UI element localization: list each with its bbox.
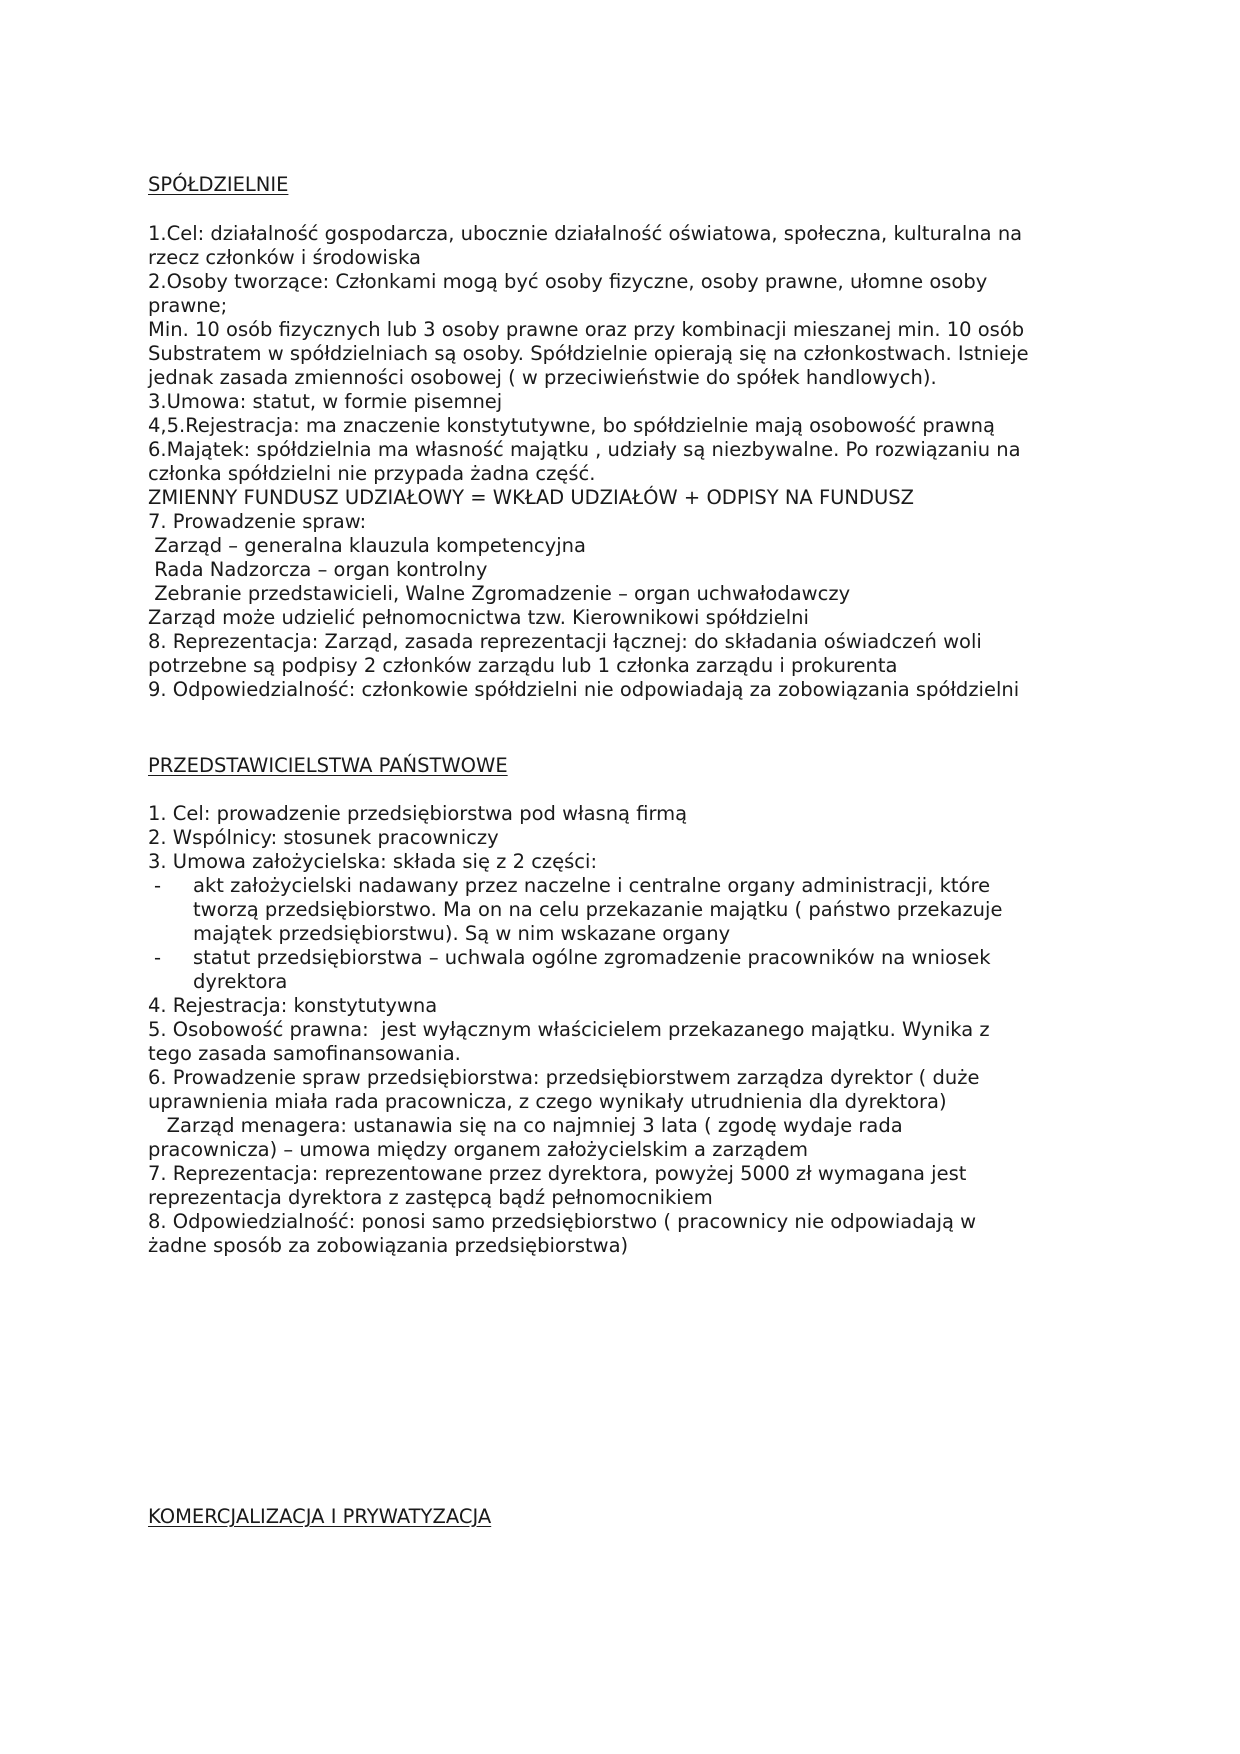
list-dash: - <box>154 946 162 969</box>
text-line: 9. Odpowiedzialność: członkowie spółdzielni nie odpowiadają za zobowiązania spółdzielni <box>148 678 1020 701</box>
text-line: Rada Nadzorcza – organ kontrolny <box>148 558 488 581</box>
text-line: jednak zasada zmienności osobowej ( w przeciwieństwie do spółek handlowych). <box>148 366 937 389</box>
text-line: Zebranie przedstawicieli, Walne Zgromadzenie – organ uchwałodawczy <box>148 582 851 605</box>
text-line: 3.Umowa: statut, w formie pisemnej <box>148 390 503 413</box>
text-line: 1. Cel: prowadzenie przedsiębiorstwa pod własną firmą <box>148 802 688 825</box>
text-line: 4,5.Rejestracja: ma znaczenie konstytutywne, bo spółdzielnie mają osobowość prawną <box>148 414 995 437</box>
list-item-text: majątek przedsiębiorstwu). Są w nim wskazane organy <box>193 922 731 945</box>
text-line: 7. Prowadzenie spraw: <box>148 510 367 533</box>
text-line: pracownicza) – umowa między organem założycielskim a zarządem <box>148 1138 808 1161</box>
text-line: 8. Reprezentacja: Zarząd, zasada reprezentacji łącznej: do składania oświadczeń woli <box>148 630 982 653</box>
section-heading-komercjalizacja: KOMERCJALIZACJA I PRYWATYZACJA <box>148 1505 492 1528</box>
list-dash: - <box>154 874 162 897</box>
text-line: Zarząd – generalna klauzula kompetencyjna <box>148 534 586 557</box>
text-line: potrzebne są podpisy 2 członków zarządu lub 1 członka zarządu i prokurenta <box>148 654 898 677</box>
text-line: 4. Rejestracja: konstytutywna <box>148 994 438 1017</box>
text-line: 8. Odpowiedzialność: ponosi samo przedsiębiorstwo ( pracownicy nie odpowiadają w <box>148 1210 977 1233</box>
text-line: tego zasada samofinansowania. <box>148 1042 461 1065</box>
list-item-text: tworzą przedsiębiorstwo. Ma on na celu przekazanie majątku ( państwo przekazuje <box>193 898 1003 921</box>
text-line: członka spółdzielni nie przypada żadna część. <box>148 462 596 485</box>
text-line: 6.Majątek: spółdzielnia ma własność majątku , udziały są niezbywalne. Po rozwiązaniu na <box>148 438 1021 461</box>
list-item-text: dyrektora <box>193 970 288 993</box>
text-line: Substratem w spółdzielniach są osoby. Spółdzielnie opierają się na członkostwach. Istnieje <box>148 342 1029 365</box>
text-line: uprawnienia miała rada pracownicza, z czego wynikały utrudnienia dla dyrektora) <box>148 1090 947 1113</box>
text-line: 2. Wspólnicy: stosunek pracowniczy <box>148 826 499 849</box>
text-line: 7. Reprezentacja: reprezentowane przez dyrektora, powyżej 5000 zł wymagana jest <box>148 1162 967 1185</box>
list-item-text: akt założycielski nadawany przez naczelne i centralne organy administracji, które <box>193 874 991 897</box>
text-line: Min. 10 osób fizycznych lub 3 osoby prawne oraz przy kombinacji mieszanej min. 10 osób <box>148 318 1025 341</box>
text-line: Zarząd może udzielić pełnomocnictwa tzw. Kierownikowi spółdzielni <box>148 606 809 629</box>
text-line: rzecz członków i środowiska <box>148 246 421 269</box>
text-line: prawne; <box>148 294 228 317</box>
text-line: 6. Prowadzenie spraw przedsiębiorstwa: przedsiębiorstwem zarządza dyrektor ( duże <box>148 1066 980 1089</box>
text-line: 5. Osobowość prawna: jest wyłącznym właścicielem przekazanego majątku. Wynika z <box>148 1018 990 1041</box>
text-line: żadne sposób za zobowiązania przedsiębiorstwa) <box>148 1234 629 1257</box>
text-line: Zarząd menagera: ustanawia się na co najmniej 3 lata ( zgodę wydaje rada <box>148 1114 903 1137</box>
text-line: reprezentacja dyrektora z zastępcą bądź pełnomocnikiem <box>148 1186 713 1209</box>
text-line: ZMIENNY FUNDUSZ UDZIAŁOWY = WKŁAD UDZIAŁÓW + ODPISY NA FUNDUSZ <box>148 486 915 509</box>
section-heading-spoldzielnie: SPÓŁDZIELNIE <box>148 173 289 196</box>
section-heading-przedstawicielstwa: PRZEDSTAWICIELSTWA PAŃSTWOWE <box>148 754 508 777</box>
text-line: 1.Cel: działalność gospodarcza, ubocznie działalność oświatowa, społeczna, kulturalna na <box>148 222 1023 245</box>
text-line: 2.Osoby tworzące: Członkami mogą być osoby fizyczne, osoby prawne, ułomne osoby <box>148 270 988 293</box>
list-item-text: statut przedsiębiorstwa – uchwala ogólne zgromadzenie pracowników na wniosek <box>193 946 991 969</box>
text-line: 3. Umowa założycielska: składa się z 2 części: <box>148 850 598 873</box>
